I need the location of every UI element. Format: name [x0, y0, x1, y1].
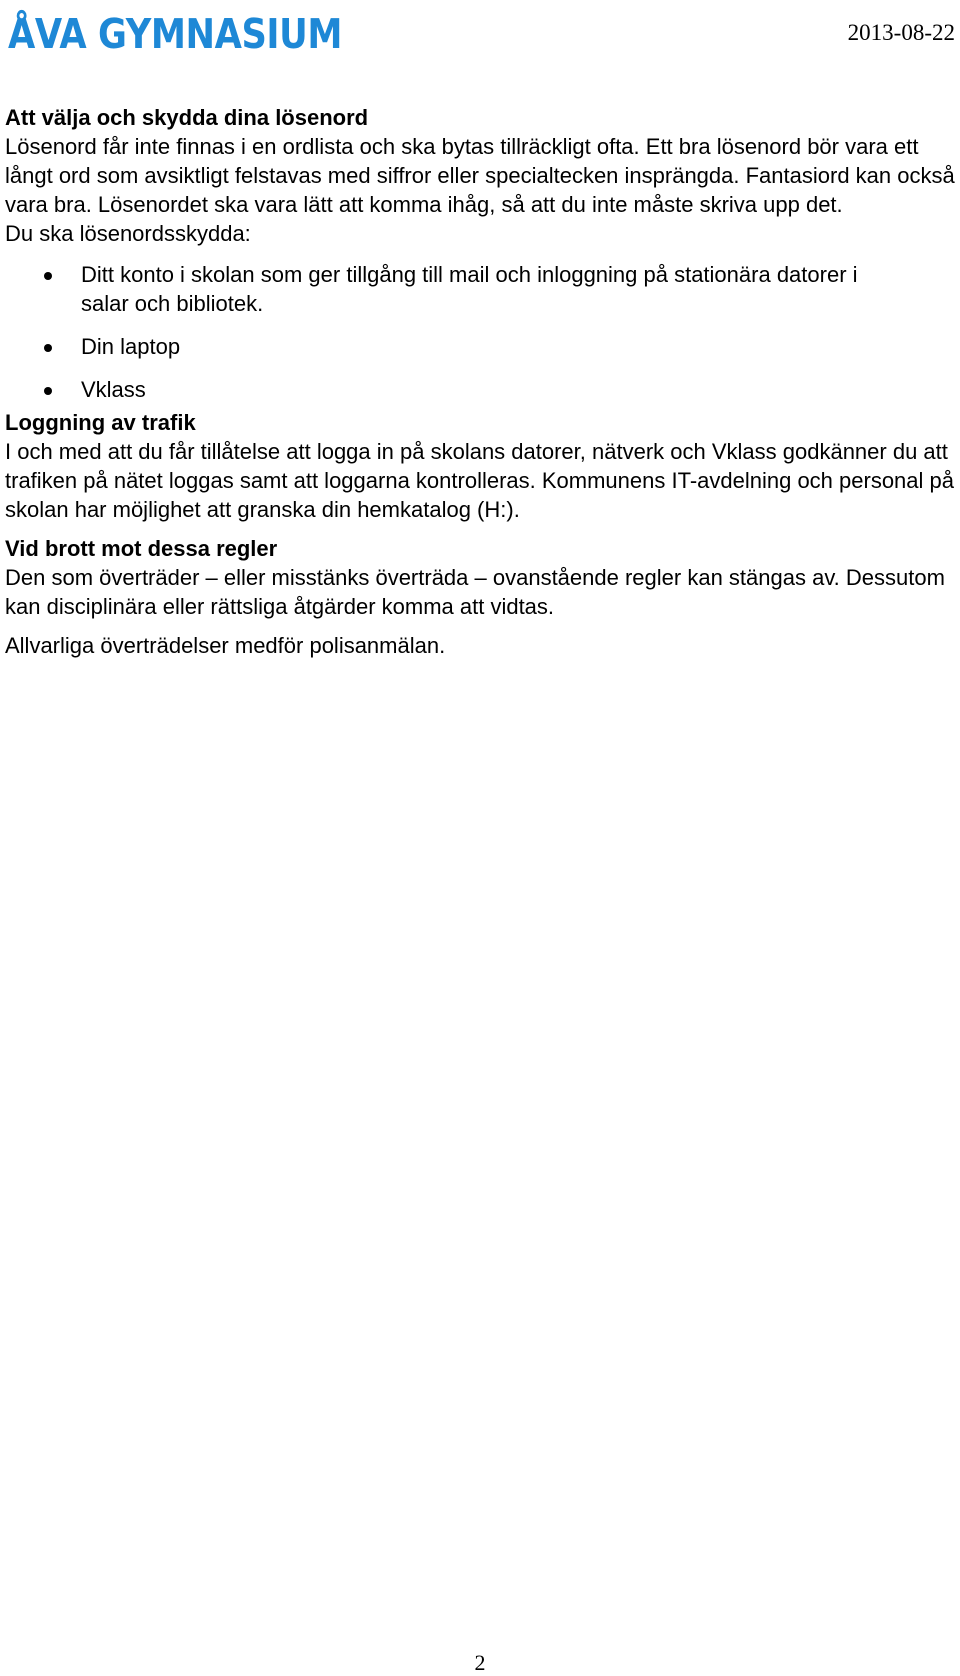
list-item: [5, 375, 901, 404]
list-item-text: Vklass: [81, 377, 146, 402]
bullet-icon: [44, 272, 52, 280]
list-item-text: Ditt konto i skolan som ger tillgång till mail och inloggning på stationära datorer i salar och bibliotek.: [81, 262, 858, 316]
bullet-icon: [44, 387, 52, 395]
list-item: [5, 332, 901, 361]
bullet-icon: [44, 344, 52, 352]
list-item-text: Din laptop: [81, 334, 181, 359]
password-protect-list: [5, 260, 957, 404]
passwords-paragraph: Lösenord får inte finnas i en ordlista och ska bytas tillräckligt ofta. Ett bra lösenord bör vara ett långt ord som avsiktligt felstavas med siffror eller specialtecken insprängda. Fantasiord kan också vara bra. Lösenordet ska vara lätt att komma ihåg, så att du inte måste skriva upp det.: [5, 134, 955, 217]
section-heading-passwords: Att välja och skydda dina lösenord: [5, 105, 369, 130]
password-protect-intro: Du ska lösenordsskydda:: [5, 221, 251, 246]
violations-paragraph: Den som överträder – eller misstänks överträda – ovanstående regler kan stängas av. Dessutom kan disciplinära eller rättsliga åtgärder komma att vidtas.: [5, 565, 945, 619]
document-body: [5, 103, 957, 660]
school-logo: ÅVA GYMNASIUM: [8, 10, 342, 58]
document-date: 2013-08-22: [847, 20, 955, 45]
section-heading-logging: Loggning av trafik: [5, 410, 196, 435]
violations-final-note: Allvarliga överträdelser medför polisanmälan.: [5, 633, 446, 658]
section-heading-violations: Vid brott mot dessa regler: [5, 536, 278, 561]
page-number: 2: [474, 1650, 486, 1675]
list-item: [5, 260, 901, 318]
logging-paragraph: I och med att du får tillåtelse att logga in på skolans datorer, nätverk och Vklass godkänner du att trafiken på nätet loggas samt att loggarna kontrolleras. Kommunens IT-avdelning och personal på skolan har möjlighet att granska din hemkatalog (H:).: [5, 439, 954, 522]
